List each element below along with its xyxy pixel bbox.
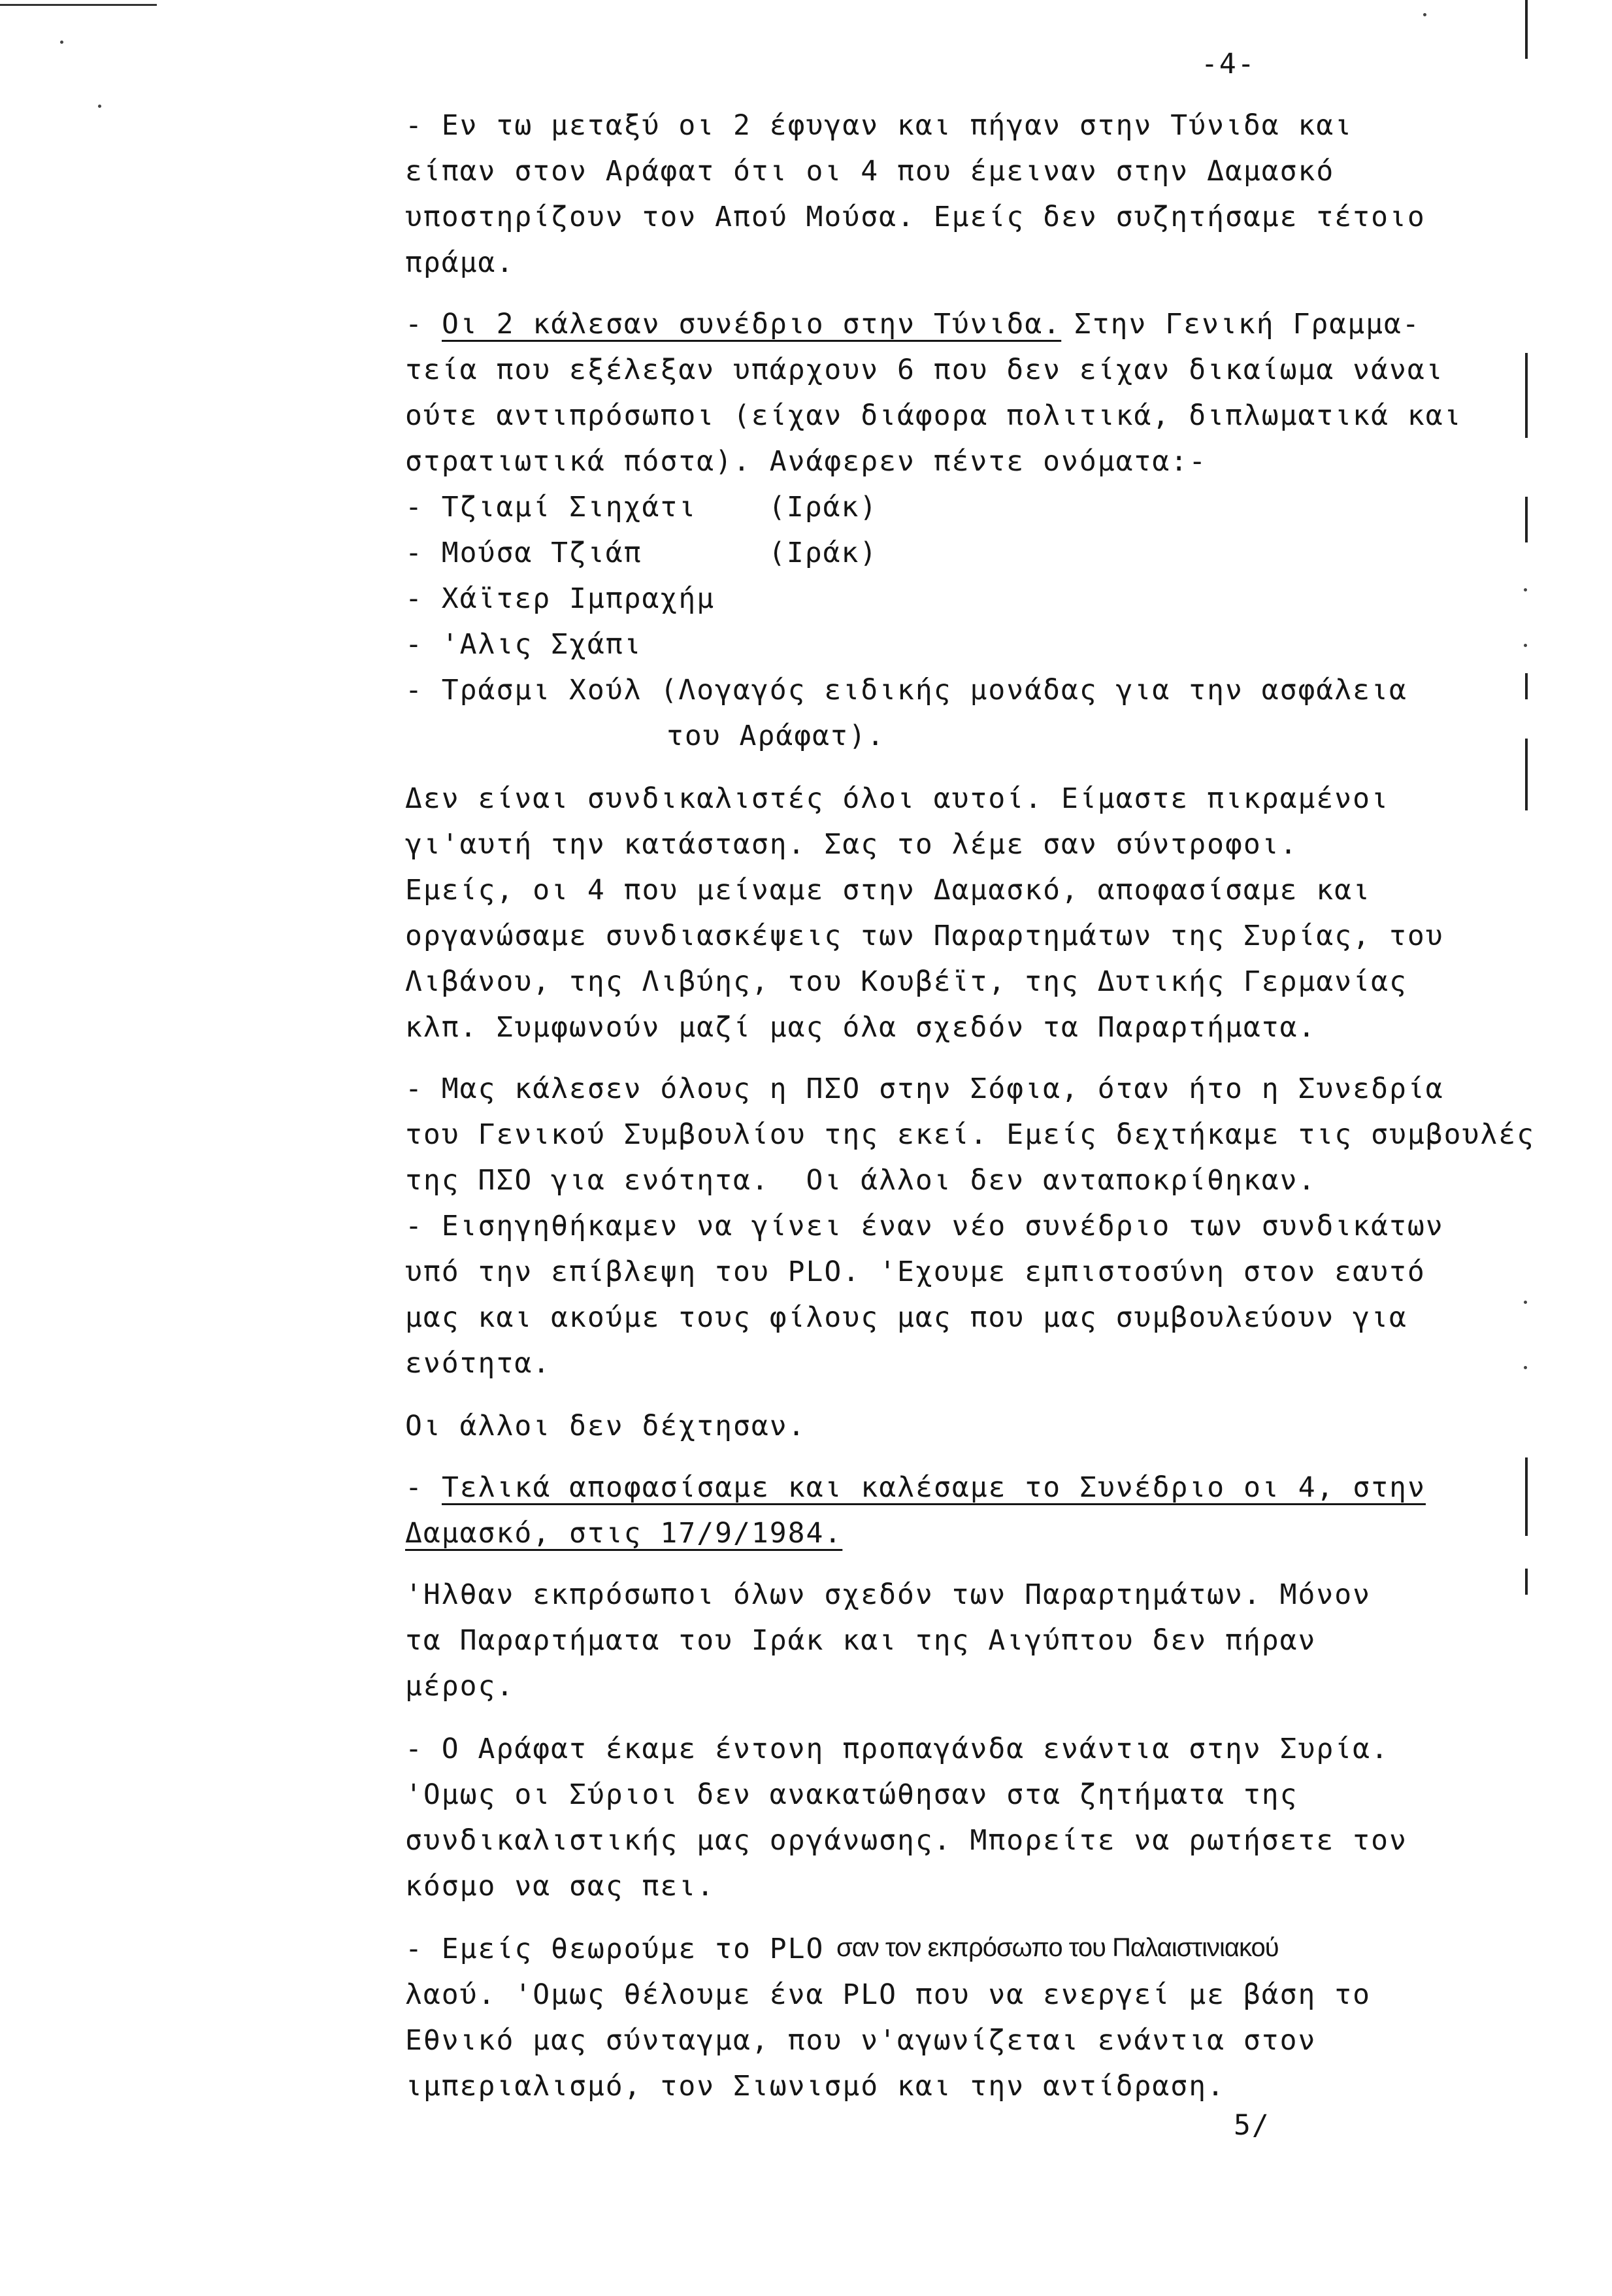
- text-line: οργανώσαμε συνδιασκέψεις των Παραρτημάτων της Συρίας, του: [405, 920, 1444, 952]
- margin-mark: [1525, 739, 1528, 810]
- margin-mark: [1525, 1569, 1528, 1595]
- text-line: κλπ. Συμφωνούν μαζί μας όλα σχεδόν τα Παραρτήματα.: [405, 1011, 1317, 1044]
- margin-mark: [1525, 673, 1528, 699]
- margin-mark: [1525, 497, 1528, 542]
- text-line: - Ο Αράφατ έκαμε έντονη προπαγάνδα ενάντια στην Συρία.: [405, 1733, 1389, 1765]
- text-line: συνδικαλιστικής μας οργάνωσης. Μπορείτε να ρωτήσετε τον: [405, 1824, 1407, 1857]
- text-line: τα Παραρτήματα του Ιράκ και της Αιγύπτου δεν πήραν: [405, 1624, 1317, 1657]
- text-line: στρατιωτικά πόστα). Ανάφερεν πέντε ονόματα:-: [405, 445, 1208, 478]
- text-line: Οι άλλοι δεν δέχτησαν.: [405, 1410, 806, 1442]
- list-name: - Τράσμι Χούλ (Λογαγός ειδικής μονάδας για την ασφάλεια: [405, 674, 1407, 707]
- text-line: Λιβάνου, της Λιβύης, του Κουβέϊτ, της Δυτικής Γερμανίας: [405, 965, 1407, 998]
- margin-mark: [1525, 1457, 1528, 1536]
- scan-speck: [1423, 13, 1426, 16]
- margin-mark: [1525, 353, 1528, 438]
- text-line: ενότητα.: [405, 1347, 551, 1380]
- scan-speck: [60, 41, 63, 44]
- text-line: λαού. 'Ομως θέλουμε ένα PLO που να ενεργεί με βάση το: [405, 1978, 1372, 2011]
- handwritten-insert: σαν τον εκπρόσωπο του Παλαιστινιακού: [836, 1933, 1279, 1962]
- text-line: Εμείς, οι 4 που μείναμε στην Δαμασκό, αποφασίσαμε και: [405, 874, 1372, 907]
- page-number: -4-: [1201, 48, 1256, 80]
- text-line: 'Ομως οι Σύριοι δεν ανακατώθησαν στα ζητήματα της: [405, 1778, 1298, 1811]
- text-line: του Αράφατ).: [666, 720, 885, 752]
- continuation-marker: 5/: [1234, 2109, 1270, 2142]
- list-name: - Μούσα Τζιάπ: [405, 537, 642, 569]
- text-line: τεία που εξέλεξαν υπάρχουν 6 που δεν είχαν δικαίωμα νάναι: [405, 354, 1444, 386]
- list-country: (Ιράκ): [768, 491, 878, 524]
- scan-speck: [1524, 644, 1527, 647]
- scan-speck: [1524, 588, 1527, 591]
- text-line: Εθνικό μας σύνταγμα, που ν'αγωνίζεται ενάντια στον: [405, 2024, 1317, 2057]
- text-line: κόσμο να σας πει.: [405, 1870, 716, 1903]
- underlined-phrase: Τελικά αποφασίσαμε και καλέσαμε το Συνέδριο οι 4, στην: [442, 1471, 1426, 1504]
- scan-speck: [1524, 1301, 1527, 1304]
- text-line: ιμπεριαλισμό, τον Σιωνισμό και την αντίδραση.: [405, 2070, 1225, 2103]
- list-name: - Τζιαμί Σιηχάτι: [405, 491, 697, 524]
- text-line: γι'αυτή την κατάσταση. Σας το λέμε σαν σύντροφοι.: [405, 828, 1298, 861]
- text-line: Δεν είναι συνδικαλιστές όλοι αυτοί. Είμαστε πικραμένοι: [405, 782, 1389, 815]
- underlined-phrase: Οι 2 κάλεσαν συνέδριο στην Τύνιδα.: [442, 308, 1062, 341]
- text-line: - Εν τω μεταξύ οι 2 έφυγαν και πήγαν στην Τύνιδα και: [405, 109, 1353, 142]
- text-line: Στην Γενική Γραμμα-: [1056, 308, 1421, 341]
- margin-mark: [1525, 0, 1528, 59]
- list-country: (Ιράκ): [768, 537, 878, 569]
- text-line: - Εμείς θεωρούμε το PLO: [405, 1933, 843, 1965]
- text-line: μέρος.: [405, 1670, 515, 1703]
- text-line: υπό την επίβλεψη του PLO. 'Εχουμε εμπιστοσύνη στον εαυτό: [405, 1256, 1426, 1288]
- text-line: -: [405, 1471, 442, 1504]
- text-line: πράμα.: [405, 246, 515, 279]
- text-line: είπαν στον Αράφατ ότι οι 4 που έμειναν στην Δαμασκό: [405, 155, 1335, 188]
- top-left-rule: [0, 4, 157, 6]
- scan-speck: [98, 105, 101, 108]
- list-name: - 'Αλις Σχάπι: [405, 628, 642, 661]
- text-line: 'Ηλθαν εκπρόσωποι όλων σχεδόν των Παραρτημάτων. Μόνον: [405, 1578, 1372, 1611]
- underlined-phrase: Δαμασκό, στις 17/9/1984.: [405, 1517, 843, 1550]
- text-line: ούτε αντιπρόσωποι (είχαν διάφορα πολιτικά, διπλωματικά και: [405, 399, 1462, 432]
- text-line: του Γενικού Συμβουλίου της εκεί. Εμείς δεχτήκαμε τις συμβουλές: [405, 1118, 1536, 1151]
- list-name: - Χάϊτερ Ιμπραχήμ: [405, 582, 716, 615]
- text-line: μας και ακούμε τους φίλους μας που μας συμβουλεύουν για: [405, 1301, 1407, 1334]
- text-line: της ΠΣΟ για ενότητα. Οι άλλοι δεν ανταποκρίθηκαν.: [405, 1164, 1317, 1197]
- scan-speck: [1524, 1366, 1527, 1369]
- text-line: - Εισηγηθήκαμεν να γίνει έναν νέο συνέδριο των συνδικάτων: [405, 1210, 1444, 1242]
- text-line: υποστηρίζουν τον Απού Μούσα. Εμείς δεν συζητήσαμε τέτοιο: [405, 201, 1426, 233]
- text-line: -: [405, 308, 442, 341]
- text-line: - Μας κάλεσεν όλους η ΠΣΟ στην Σόφια, όταν ήτο η Συνεδρία: [405, 1073, 1444, 1105]
